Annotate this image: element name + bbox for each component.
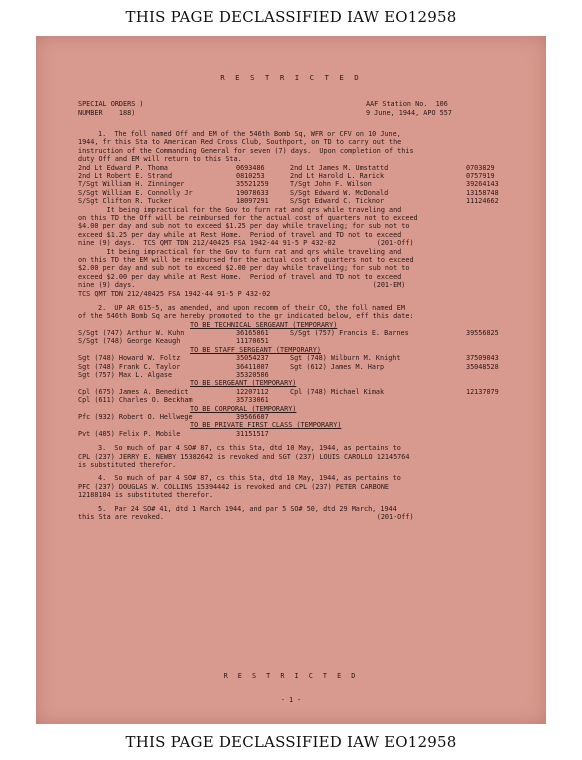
roster-name: S/Sgt (747) Arthur W. Kuhn	[78, 329, 185, 338]
roster-name: Pfc (932) Robert O. Hellwege	[78, 413, 193, 422]
roster-name: S/Sgt (748) George Keaugh	[78, 337, 181, 346]
paragraph-1-funds-line: $4.00 per day and sub not to exceed $1.25 per day while traveling; for sub not to	[78, 222, 410, 231]
roster-serial: 37509043	[466, 354, 499, 363]
roster-name: 2nd Lt James M. Umstattd	[290, 163, 389, 172]
declassified-banner-bottom: THIS PAGE DECLASSIFIED IAW EO12958	[125, 733, 457, 751]
paragraph-1-line: 1. The foll named Off and EM of the 546th Bomb Sq, WFR or CFV on 10 June,	[98, 130, 401, 138]
paragraph-1-funds-line: exceed $2.00 per day while at Rest Home. Period of travel and TD not to exceed	[78, 272, 402, 281]
grade-heading: TO BE SERGEANT (TEMPORARY)	[190, 379, 297, 388]
roster-serial: 39264143	[466, 180, 499, 189]
roster-name: Sgt (748) Frank C. Taylor	[78, 362, 181, 371]
paragraph-1-funds-line: nine (9) days. TCS QMT TDN 212/40425 FSA 1942-44 91-5 P 432-02 (201-Off)	[78, 239, 414, 248]
paragraph-3-line: is substituted therefor.	[78, 460, 177, 469]
paragraph-1-funds-line: on this TD the Off will be reimbursed for the actual cost of quarters not to exceed	[78, 214, 418, 222]
roster-serial: 11170651	[236, 337, 269, 346]
roster-serial: 12207112	[236, 387, 269, 396]
roster-serial: 0757919	[466, 172, 495, 180]
paragraph-2-line: 2. UP AR 615-5, as amended, and upon recomm of their CO, the foll named EM	[98, 303, 405, 312]
paragraph-1-funds-line: It being impractical for the Gov to furn rat and qrs while traveling and	[78, 247, 402, 256]
paragraph-1-funds-line: It being impractical for the Gov to furn rat and qrs while traveling and	[78, 205, 402, 214]
roster-serial: 0693486	[236, 163, 265, 172]
paragraph-5-line: 5. Par 24 SO# 41, dtd 1 March 1944, and par 5 SO# 50, dtd 29 March, 1944	[98, 504, 397, 513]
station-label: AAF Station No. 106	[366, 100, 448, 108]
paragraph-1-line: duty Off and EM will return to this Sta.	[78, 155, 242, 164]
paragraph-1-funds-line: on this TD the EM will be reimbursed for the actual cost of quarters not to exceed	[78, 256, 414, 264]
roster-serial: 35733061	[236, 396, 269, 405]
roster-name: Sgt (757) Max L. Algase	[78, 371, 173, 380]
roster-name: S/Sgt (757) Francis E. Barnes	[290, 329, 409, 338]
roster-serial: 0810253	[236, 172, 265, 180]
roster-serial: 13158748	[466, 188, 499, 197]
paragraph-1-line: instruction of the Commanding General for seven (7) days. Upon completion of this	[78, 146, 414, 155]
roster-serial: 31151517	[236, 429, 269, 438]
paragraph-1-funds-line: $2.00 per day and sub not to exceed $2.00 per day while traveling; for sub not to	[78, 264, 410, 273]
paragraph-1-line: 1944, fr this Sta to American Red Cross Club, Southport, on TD to carry out the	[78, 138, 402, 147]
classification-header: R E S T R I C T E D	[220, 73, 362, 82]
roster-name: 2nd Lt Edward P. Thoma	[78, 163, 169, 172]
paragraph-3-line: 3. So much of par 4 SO# 87, cs this Sta, dtd 10 May, 1944, as pertains to	[98, 444, 401, 453]
roster-name: S/Sgt Edward C. Ticknor	[290, 197, 385, 206]
roster-name: S/Sgt Clifton R. Tucker	[78, 197, 173, 206]
document-body	[36, 36, 546, 724]
roster-name: Sgt (748) Wilburn M. Knight	[290, 354, 401, 363]
roster-name: 2nd Lt Robert E. Strand	[78, 172, 173, 180]
roster-name: Pvt (405) Felix P. Mobile	[78, 429, 181, 438]
roster-name: T/Sgt John F. Wilson	[290, 180, 372, 189]
grade-heading: TO BE PRIVATE FIRST CLASS (TEMPORARY)	[190, 421, 342, 430]
roster-name: S/Sgt Edward W. McDonald	[290, 188, 389, 197]
grade-heading: TO BE CORPORAL (TEMPORARY)	[190, 404, 297, 413]
paragraph-3-line: CPL (237) JERRY E. NEWBY 15382642 is revoked and SGT (237) LOUIS CAROLLO 12145764	[78, 452, 410, 461]
roster-serial: 12137079	[466, 387, 499, 396]
roster-serial: 35320506	[236, 371, 269, 380]
roster-name: T/Sgt William H. Zinninger	[78, 180, 185, 189]
document-page	[36, 36, 546, 724]
roster-serial: 35054237	[236, 354, 269, 363]
roster-name: 2nd Lt Harold L. Rarick	[290, 172, 385, 180]
roster-serial: 19078633	[236, 188, 269, 197]
paragraph-4-line: 12188104 is substituted therefor.	[78, 491, 214, 500]
roster-name: Sgt (612) James M. Harp	[290, 362, 385, 371]
paragraph-4-line: PFC (237) DOUGLAS W. COLLINS 15394442 is revoked and CPL (237) PETER CARBONE	[78, 482, 389, 491]
order-label: SPECIAL ORDERS )	[78, 100, 144, 108]
roster-serial: 36411007	[236, 362, 269, 371]
paragraph-2-line: of the 546th Bomb Sq are hereby promoted to the gr indicated below, eff this date:	[78, 312, 414, 321]
roster-name: Cpl (611) Charles O. Beckham	[78, 396, 193, 405]
paragraph-1-funds-line: exceed $1.25 per day while at Rest Home. Period of travel and TD not to exceed	[78, 230, 402, 239]
page-number: - 1 -	[280, 696, 302, 704]
roster-serial: 18097291	[236, 197, 269, 206]
paragraph-4-line: 4. So much of par 4 SO# 87, cs this Sta, dtd 10 May, 1944, as pertains to	[98, 474, 401, 483]
roster-name: Cpl (675) James A. Benedict	[78, 387, 189, 396]
roster-name: Cpl (748) Michael Kimak	[290, 387, 385, 396]
order-number: NUMBER 188)	[78, 109, 136, 117]
roster-name: Sgt (748) Howard W. Foltz	[78, 354, 181, 363]
roster-serial: 39566607	[236, 413, 269, 422]
roster-serial: 35521259	[236, 180, 269, 189]
roster-serial: 39556825	[466, 329, 499, 338]
order-date: 9 June, 1944, APO 557	[366, 109, 452, 117]
classification-footer: R E S T R I C T E D	[223, 672, 359, 680]
declassified-banner-top: THIS PAGE DECLASSIFIED IAW EO12958	[125, 8, 457, 26]
roster-serial: 0703829	[466, 163, 495, 172]
roster-name: S/Sgt William E. Connolly Jr	[78, 188, 193, 197]
grade-heading: TO BE STAFF SERGEANT (TEMPORARY)	[190, 345, 321, 354]
grade-heading: TO BE TECHNICAL SERGEANT (TEMPORARY)	[190, 320, 338, 329]
paragraph-1-funds-line: nine (9) days. (201-EM)	[78, 281, 406, 290]
roster-serial: 35048528	[466, 362, 499, 371]
roster-serial: 36165861	[236, 329, 269, 338]
roster-serial: 11124662	[466, 197, 499, 206]
paragraph-5-line: this Sta are revoked. (201-Off)	[78, 513, 414, 522]
paragraph-1-funds-line: TCS QMT TDN 212/40425 FSA 1942-44 91-5 P 432-02	[78, 289, 271, 298]
